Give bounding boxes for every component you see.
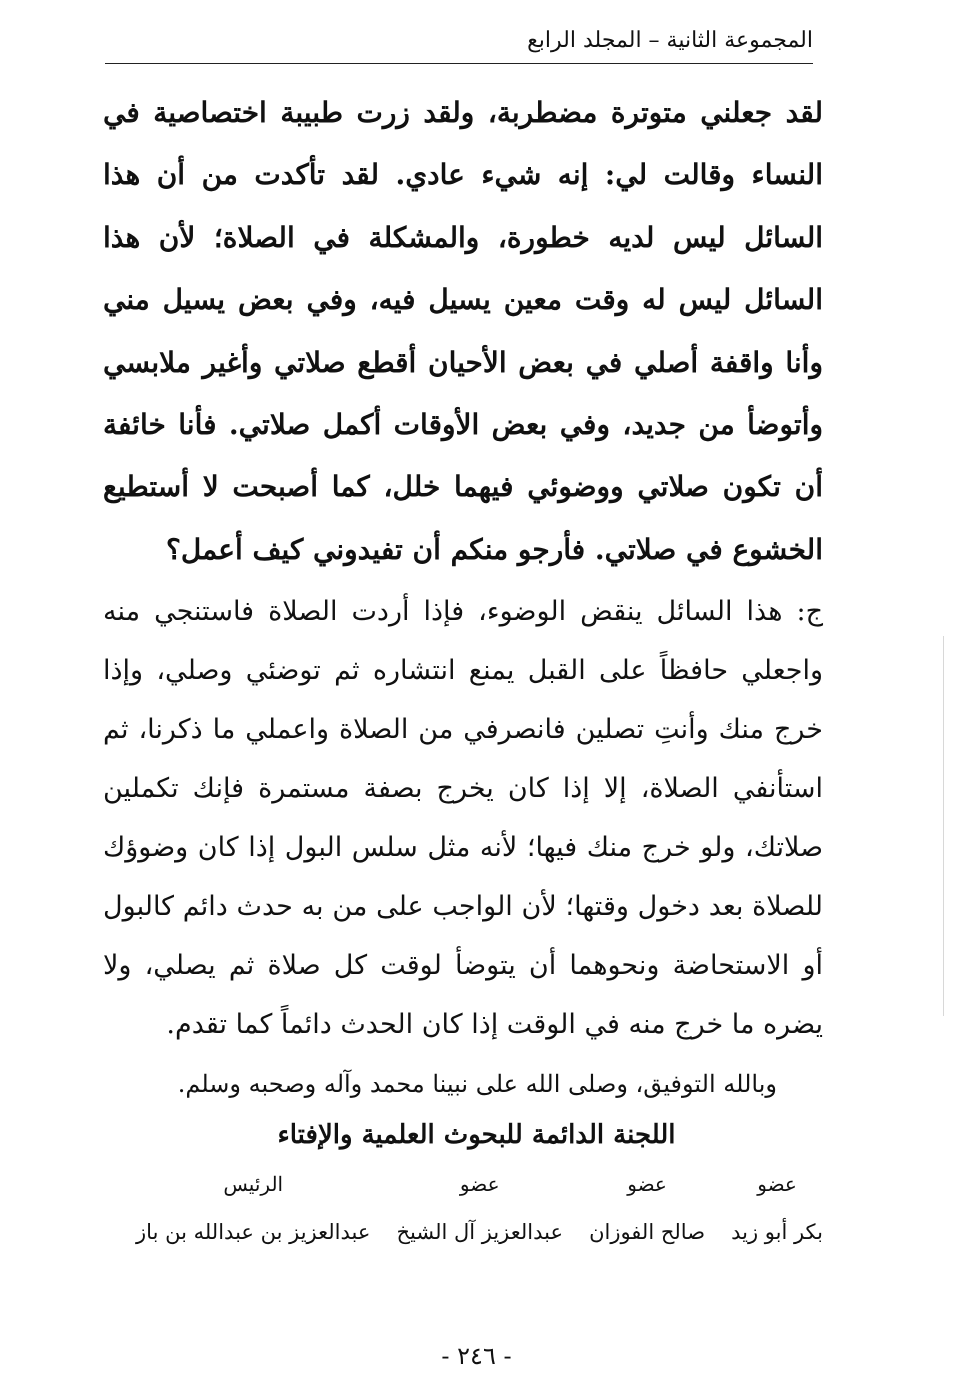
signatory-name: عبدالعزيز بن عبدالله بن باز <box>136 1220 371 1244</box>
signatory <box>589 1168 705 1250</box>
running-header: المجموعة الثانية – المجلد الرابع <box>527 28 813 53</box>
signatory-role: عضو <box>459 1172 500 1196</box>
header-rule <box>105 63 813 64</box>
answer-text: ج: هذا السائل ينقض الوضوء، فإذا أردت الصلاة فاستنجي منه واجعلي حافظاً على القبل يمنع انتشاره ثم توضئي وصلي، وإذا خرج منك وأنتِ تصلين فانصرفي من الصلاة واعملي ما ذكرنا، ثم استأنفي الصلاة، إلا إذا كان يخرج بصفة مستمرة فإنك تكملين صلاتك، ولو خرج منك فيها؛ لأنه مثل سلس البول إذا كان وضوؤك للصلاة بعد دخول وقتها؛ لأن الواجب على من به حدث دائم كالبول أو الاستحاضة ونحوهما أن يتوضأ لوقت كل صلاة ثم يصلي، ولا يضره ما خرج منه في الوقت إذا كان الحدث دائماً كما تقدم. <box>103 596 823 1040</box>
signatory <box>396 1168 563 1250</box>
signatory-name: صالح الفوزان <box>589 1220 706 1244</box>
signatory-role: عضو <box>757 1172 797 1196</box>
page-number: - ٢٤٦ - <box>441 1342 512 1370</box>
closing-formula: وبالله التوفيق، وصلى الله على نبينا محمد وآله وصحبه وسلم. <box>177 1070 777 1098</box>
scan-edge-mark <box>943 636 944 1016</box>
committee-title: اللجنة الدائمة للبحوث العلمية والإفتاء <box>277 1120 676 1150</box>
question-text: لقد جعلني متوترة مضطربة، ولقد زرت طبيبة اختصاصية في النساء وقالت لي: إنه شيء عادي. لقد تأكدت من أن هذا السائل ليس لديه خطورة، والمشكلة في الصلاة؛ لأن هذا السائل ليس له وقت معين يسيل فيه، وفي بعض يسيل مني وأنا واقفة أصلي في بعض الأحيان أقطع صلاتي وأغير ملابسي وأتوضأ من جديد، وفي بعض الأوقات أكمل صلاتي. فأنا خائفة أن تكون صلاتي ووضوئي فيهما خلل، كما أصبحت لا أستطيع الخشوع في صلاتي. فأرجو منكم أن تفيدوني كيف أعمل؟ <box>103 96 823 566</box>
signatory <box>136 1168 370 1250</box>
signatory <box>731 1168 823 1250</box>
signatory-role: الرئيس <box>223 1172 284 1196</box>
signatory-role: عضو <box>627 1172 667 1196</box>
signatory-name: بكر أبو زيد <box>731 1220 823 1244</box>
signatories-row <box>136 1168 823 1250</box>
signatory-name: عبدالعزيز آل الشيخ <box>396 1220 564 1244</box>
